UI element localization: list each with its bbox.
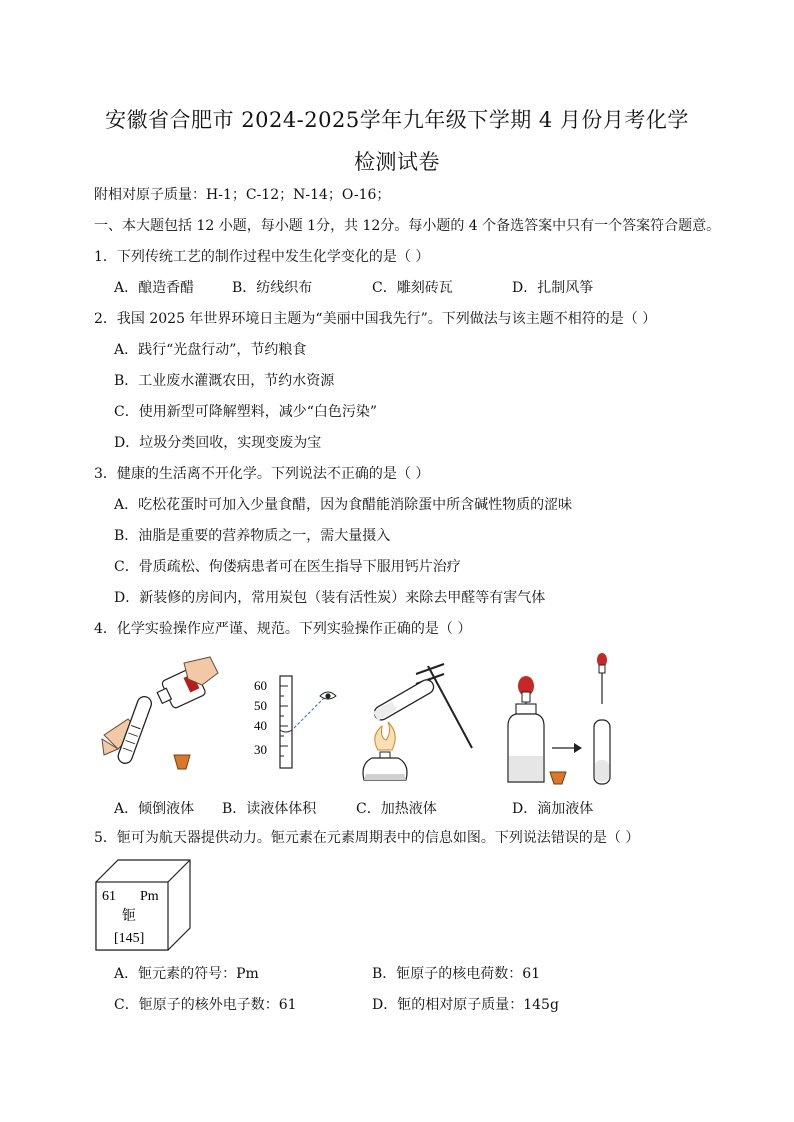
tick-60: 60 [254, 678, 267, 693]
tick-50: 50 [254, 698, 267, 713]
element-name: 钷 [122, 908, 136, 924]
figure-pouring-liquid [98, 655, 224, 785]
question-1-option-c: C．雕刻砖瓦 [372, 280, 453, 296]
question-2-option-d: D．垃圾分类回收，实现变废为宝 [114, 435, 322, 451]
question-5-option-c: C．钷原子的核外电子数：61 [114, 997, 297, 1013]
question-1-option-d: D．扎制风筝 [512, 280, 594, 296]
eye-icon [320, 692, 336, 699]
question-5-option-d: D．钷的相对原子质量：145g [372, 997, 559, 1013]
page-subtitle: 检测试卷 [354, 150, 440, 174]
question-3-option-c: C．骨质疏松、佝偻病患者可在医生指导下服用钙片治疗 [114, 559, 461, 575]
question-4-option-a: A．倾倒液体 [114, 801, 195, 817]
question-4-stem: 4．化学实验操作应严谨、规范。下列实验操作正确的是（ ） [94, 621, 472, 637]
figure-dropping-liquid [502, 652, 626, 786]
question-3-option-d: D．新装修的房间内，常用炭包（装有活性炭）来除去甲醛等有害气体 [114, 590, 546, 606]
page-title: 安徽省合肥市 2024-2025学年九年级下学期 4 月份月考化学 [105, 108, 689, 132]
question-2-option-b: B．工业废水灌溉农田，节约水资源 [114, 373, 335, 389]
element-mass: [145] [114, 931, 145, 946]
question-3-option-a: A．吃松花蛋时可加入少量食醋，因为食醋能消除蛋中所含碱性物质的涩味 [114, 497, 573, 513]
question-1-stem: 1．下列传统工艺的制作过程中发生化学变化的是（ ） [94, 249, 430, 265]
tick-30: 30 [254, 742, 267, 757]
question-5-option-b: B．钷原子的核电荷数：61 [372, 966, 541, 982]
element-atomic-number: 61 [102, 889, 116, 904]
question-4-option-d: D．滴加液体 [512, 801, 594, 817]
figure-reading-volume [254, 672, 354, 772]
question-4-option-c: C．加热液体 [356, 801, 437, 817]
question-5-stem: 5．钷可为航天器提供动力。钷元素在元素周期表中的信息如图。下列说法错误的是（ ） [94, 830, 640, 846]
question-5-option-a: A．钷元素的符号：Pm [114, 966, 259, 982]
question-2-option-a: A．践行“光盘行动”，节约粮食 [114, 342, 307, 358]
question-1-option-a: A．酿造香醋 [114, 280, 195, 296]
atomic-masses-note: 附相对原子质量：H-1；C-12；N-14；O-16； [94, 187, 391, 203]
question-3-stem: 3．健康的生活离不开化学。下列说法不正确的是（ ） [94, 466, 430, 482]
question-2-option-c: C．使用新型可降解塑料，减少“白色污染” [114, 404, 378, 420]
figure-heating-liquid [356, 660, 484, 788]
question-3-option-b: B．油脂是重要的营养物质之一，需大量摄入 [114, 528, 391, 544]
question-2-stem: 2．我国 2025 年世界环境日主题为“美丽中国我先行”。下列做法与该主题不相符的是（ ） [94, 311, 657, 327]
tick-40: 40 [254, 718, 267, 733]
element-symbol: Pm [140, 889, 159, 904]
element-cell-box [94, 858, 194, 954]
question-1-option-b: B．纺线织布 [232, 280, 313, 296]
section-heading: 一、本大题包括 12 小题，每小题 1分，共 12分。每小题的 4 个备选答案中只有一个答案符合题意。 [94, 218, 721, 234]
question-4-option-b: B．读液体体积 [222, 801, 317, 817]
